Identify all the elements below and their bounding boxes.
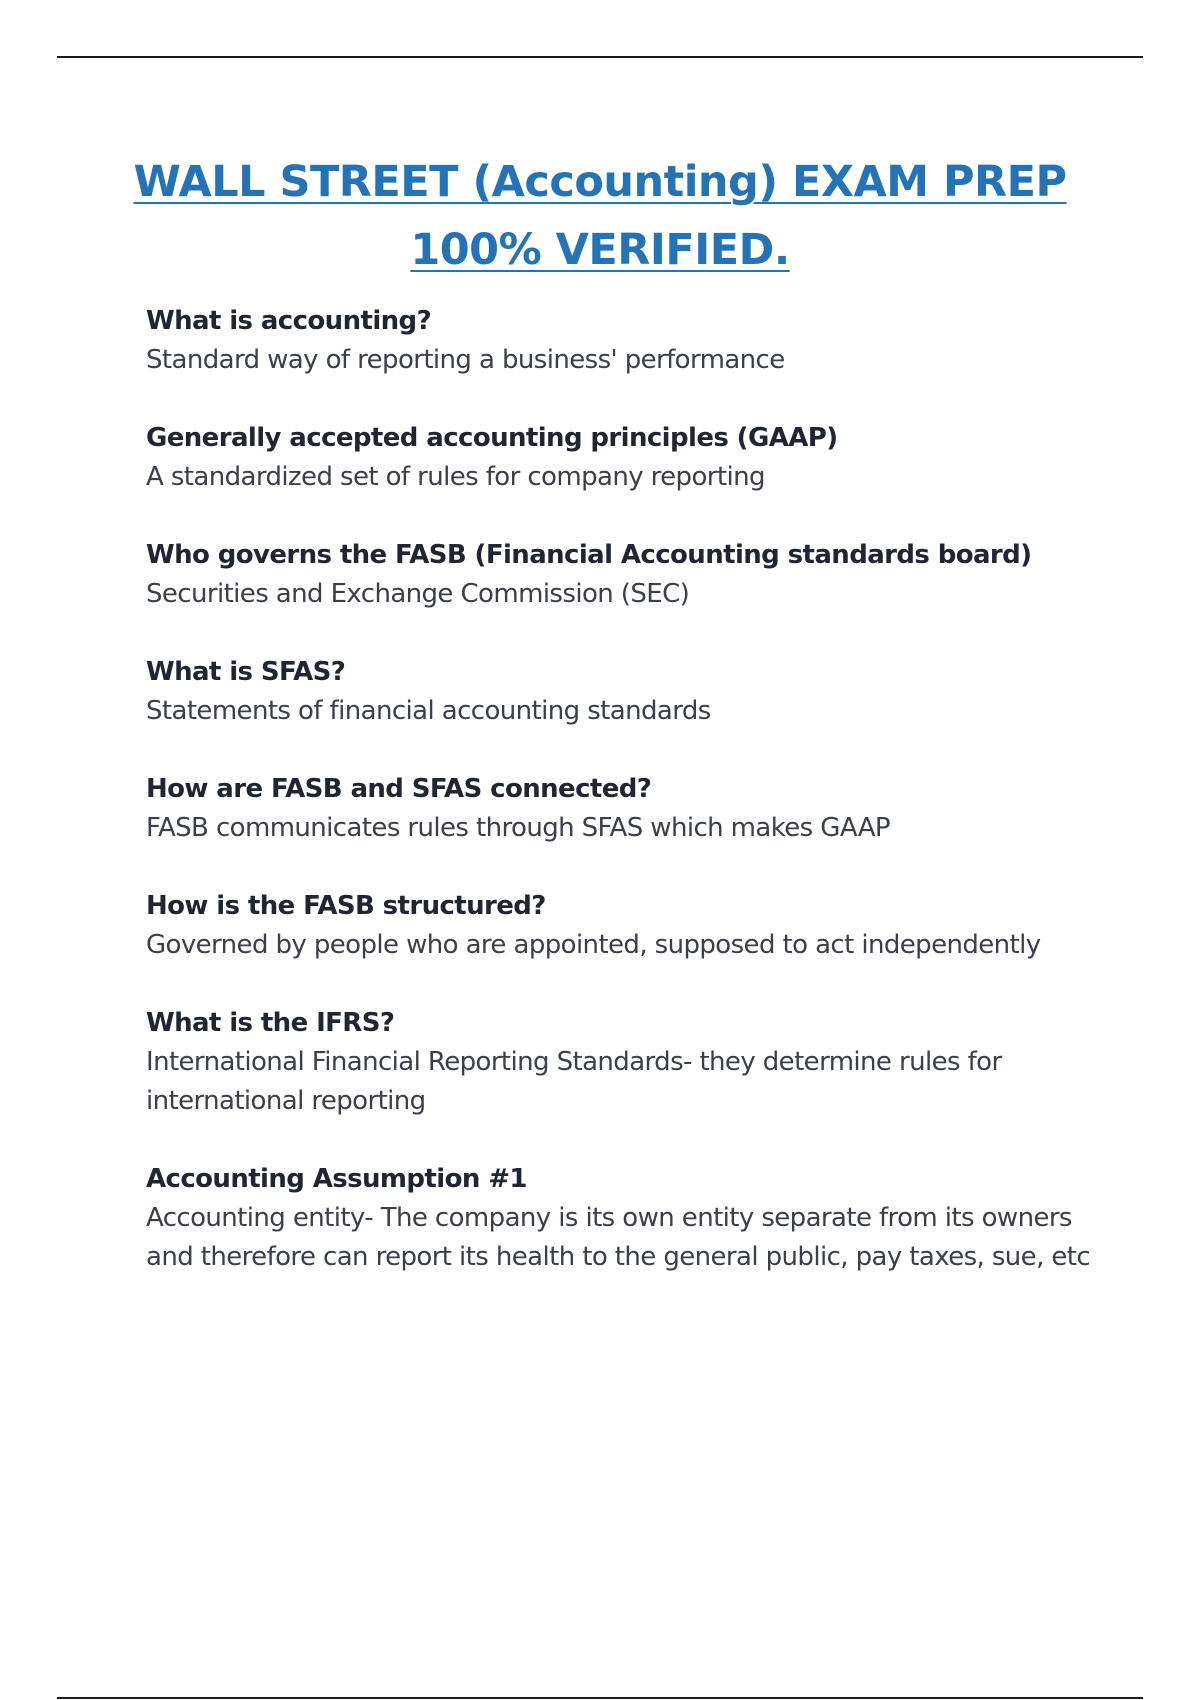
qa-list: [146, 302, 1100, 1316]
answer: International Financial Reporting Standards- they determine rules for international reporting: [146, 1047, 1002, 1116]
question: What is the IFRS?: [146, 1008, 395, 1038]
qa-item: [146, 1160, 1100, 1277]
question: Who governs the FASB (Financial Accounting standards board): [146, 540, 1032, 570]
qa-item: [146, 419, 1100, 497]
question: Accounting Assumption #1: [146, 1164, 527, 1194]
question: Generally accepted accounting principles (GAAP): [146, 423, 838, 453]
document-title: [0, 148, 1200, 284]
qa-item: [146, 653, 1100, 731]
question: How are FASB and SFAS connected?: [146, 774, 652, 804]
answer: Governed by people who are appointed, supposed to act independently: [146, 930, 1041, 960]
answer: A standardized set of rules for company reporting: [146, 462, 765, 492]
question: What is SFAS?: [146, 657, 346, 687]
top-divider: [57, 56, 1143, 58]
question: What is accounting?: [146, 306, 432, 336]
qa-item: [146, 536, 1100, 614]
qa-item: [146, 1004, 1100, 1121]
bottom-divider: [57, 1697, 1143, 1699]
qa-item: [146, 302, 1100, 380]
answer: Securities and Exchange Commission (SEC): [146, 579, 690, 609]
answer: FASB communicates rules through SFAS which makes GAAP: [146, 813, 890, 843]
title-line-2: 100% VERIFIED.: [410, 225, 790, 275]
qa-item: [146, 770, 1100, 848]
answer: Accounting entity- The company is its own entity separate from its owners and therefore can report its health to the general public, pay taxes, sue, etc: [146, 1203, 1091, 1272]
title-line-1: WALL STREET (Accounting) EXAM PREP: [133, 157, 1067, 207]
answer: Standard way of reporting a business' performance: [146, 345, 785, 375]
qa-item: [146, 887, 1100, 965]
answer: Statements of financial accounting standards: [146, 696, 711, 726]
question: How is the FASB structured?: [146, 891, 546, 921]
